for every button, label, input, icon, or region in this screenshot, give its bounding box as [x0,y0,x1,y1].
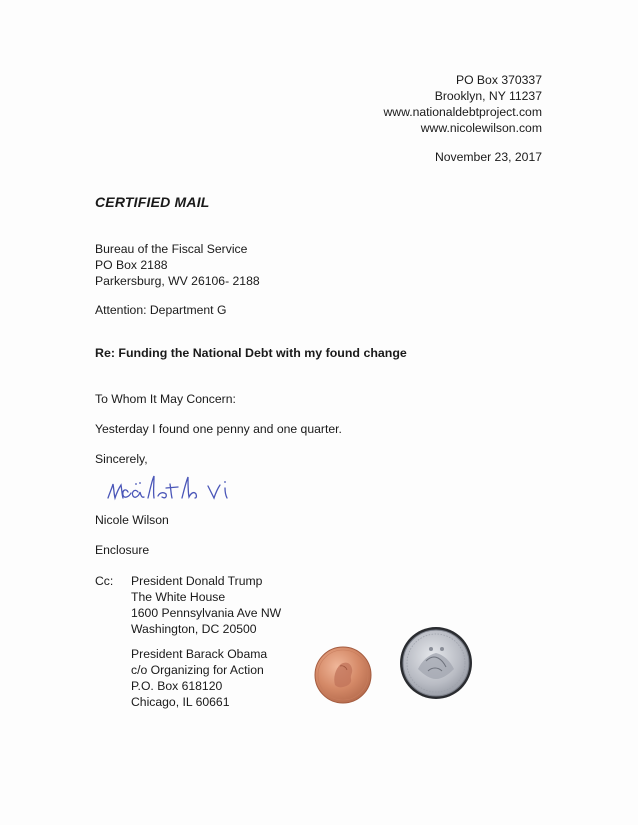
cc-line: P.O. Box 618120 [131,679,223,693]
certified-mail-heading: CERTIFIED MAIL [95,194,210,210]
sender-address [383,72,542,136]
sender-website: www.nicolewilson.com [420,121,542,135]
recipient-address [95,241,260,289]
cc-line: The White House [131,590,226,604]
quarter-image [398,625,474,701]
cc-line: Chicago, IL 60661 [131,695,230,709]
body-text: Yesterday I found one penny and one quarter. [95,422,342,436]
sender-website: www.nationaldebtproject.com [383,105,542,119]
attention-line: Attention: Department G [95,303,227,317]
cc-recipient [131,573,281,637]
letter-date: November 23, 2017 [434,150,542,164]
cc-line: Washington, DC 20500 [131,622,257,636]
salutation: To Whom It May Concern: [95,392,236,406]
signer-name: Nicole Wilson [95,513,169,527]
cc-line: President Donald Trump [131,574,263,588]
enclosure-note: Enclosure [95,543,150,557]
cc-label: Cc: [95,574,114,588]
cc-recipient [131,646,267,710]
sender-line: Brooklyn, NY 11237 [434,89,542,103]
cc-line: President Barack Obama [131,647,268,661]
recipient-line: Bureau of the Fiscal Service [95,242,248,256]
penny-image [313,645,373,705]
subject-line: Re: Funding the National Debt with my found change [95,346,407,360]
cc-line: 1600 Pennsylvania Ave NW [131,606,282,620]
cc-line: c/o Organizing for Action [131,663,264,677]
recipient-line: PO Box 2188 [95,258,168,272]
signature-image [100,466,250,506]
recipient-line: Parkersburg, WV 26106- 2188 [95,274,260,288]
closing: Sincerely, [95,452,148,466]
sender-line: PO Box 370337 [455,73,542,87]
